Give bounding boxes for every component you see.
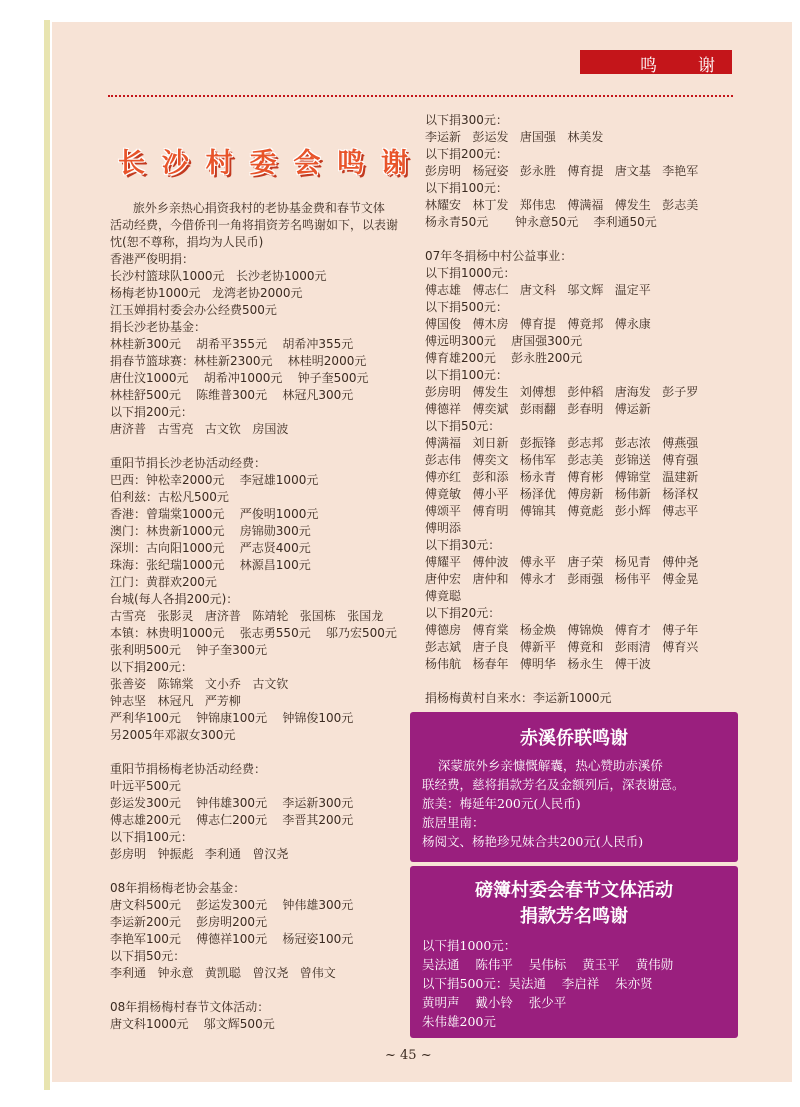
donation-line: 傅志雄 傅志仁 唐文科 邬文辉 温定平	[425, 283, 651, 297]
donation-line: 江门：黄群欢200元	[110, 575, 217, 589]
spacer	[425, 673, 698, 690]
donation-line: 张利明500元 钟子奎300元	[110, 643, 268, 657]
donation-line: 林桂舒500元 陈维普300元 林冠凡300元	[110, 388, 354, 402]
donation-line: 捐杨梅黄村自来水：李运新1000元	[425, 691, 612, 705]
donation-line: 以下捐100元：	[110, 830, 193, 844]
page-number: ~ 45 ~	[385, 1048, 432, 1063]
donation-line: 傅颂平 傅育明 傅锦其 傅竟彪 彭小辉 傅志平	[425, 504, 699, 518]
box-title: 磅簿村委会春节文体活动	[475, 880, 673, 901]
donation-line: 以下捐30元：	[425, 538, 501, 552]
donation-line: 伯利兹：古松凡500元	[110, 490, 229, 504]
donation-line: 钟志坚 林冠凡 严芳柳	[110, 694, 241, 708]
box-line: 深蒙旅外乡亲慷慨解囊，热心赞助赤溪侨	[422, 758, 663, 773]
donation-line: 台城(每人各捐200元)：	[110, 592, 239, 606]
donation-line: 08年捐杨梅老协会基金：	[110, 881, 246, 895]
header-dotted-rule	[108, 95, 733, 97]
donation-line: 傅德祥 傅奕斌 彭雨翻 彭春明 傅运新	[425, 402, 651, 416]
donation-line: 重阳节捐杨梅老协活动经费：	[110, 762, 267, 776]
donation-line: 以下捐200元：	[110, 660, 193, 674]
donation-line: 杨伟航 杨春年 傅明华 杨永生 傅干波	[425, 657, 651, 671]
donation-line: 唐文科500元 彭运发300元 钟伟雄300元	[110, 898, 354, 912]
box-line: 以下捐1000元：	[422, 938, 517, 953]
bangbu-village-box	[410, 866, 738, 1038]
donation-line: 李利通 钟永意 黄凯聪 曾汉尧 曾伟文	[110, 966, 336, 980]
chixi-qiaolian-box	[410, 712, 738, 862]
box-body	[422, 756, 728, 851]
title-char: 会	[293, 147, 321, 179]
section-tab-left: 鸣	[640, 56, 657, 76]
donation-line: 傅志雄200元 傅志仁200元 李晋其200元	[110, 813, 354, 827]
title-char: 鸣	[337, 147, 365, 179]
donation-line: 08年捐杨梅村春节文体活动：	[110, 1000, 270, 1014]
donation-line: 彭运发300元 钟伟雄300元 李运新300元	[110, 796, 354, 810]
donation-line: 林耀安 林丁发 郑伟忠 傅满福 傅发生 彭志美	[425, 198, 699, 212]
donation-line: 傅竟聪	[425, 589, 462, 603]
donation-line: 以下捐50元：	[110, 949, 186, 963]
box-line: 杨阅文、杨艳珍兄妹合共200元(人民币)	[422, 834, 644, 849]
box-line: 旅居里南：	[422, 815, 485, 830]
donation-line: 香港严俊明捐：	[110, 252, 195, 266]
donation-line: 香港：曾瑞棠1000元 严俊明1000元	[110, 507, 319, 521]
donation-line: 重阳节捐长沙老协活动经费：	[110, 456, 267, 470]
donation-line: 07年冬捐杨中村公益事业：	[425, 249, 573, 263]
box-line: 以下捐500元：吴法通 李启祥 朱亦贤	[422, 976, 653, 991]
donation-line: 以下捐20元：	[425, 606, 501, 620]
donation-line: 活动经费，今借侨刊一角将捐资芳名鸣谢如下，以表谢	[110, 218, 399, 232]
donation-line: 唐济普 古雪亮 古文钦 房国波	[110, 422, 289, 436]
donation-line: 张善姿 陈锦棠 文小乔 古文钦	[110, 677, 289, 691]
box-title: 赤溪侨联鸣谢	[520, 728, 628, 749]
donation-line: 以下捐200元：	[425, 147, 508, 161]
donation-line: 古雪亮 张影灵 唐济普 陈靖轮 张国栋 张国龙	[110, 609, 384, 623]
spacer	[110, 863, 398, 880]
donation-line: 傅亦红 彭和添 杨永青 傅育彬 傅锦堂 温建新	[425, 470, 699, 484]
spacer	[110, 982, 398, 999]
donation-line: 巴西：钟松幸2000元 李冠雄1000元	[110, 473, 319, 487]
section-tab-right: 谢	[698, 56, 715, 76]
donation-line: 傅耀平 傅仲波 傅永平 唐子荣 杨见青 傅仲尧	[425, 555, 699, 569]
donation-line: 李艳军100元 傅德祥100元 杨冠姿100元	[110, 932, 354, 946]
donation-line: 傅远明300元 唐国强300元	[425, 334, 583, 348]
section-tab	[580, 50, 732, 74]
donation-line: 严利华100元 钟锦康100元 钟锦俊100元	[110, 711, 354, 725]
right-column	[425, 112, 698, 707]
donation-line: 唐文科1000元 邬文辉500元	[110, 1017, 275, 1031]
donation-line: 彭志斌 唐子良 傅新平 傅竟和 彭雨清 傅育兴	[425, 640, 699, 654]
donation-line: 忱(恕不尊称，捐均为人民币)	[110, 235, 264, 249]
donation-line: 彭志伟 傅奕文 杨伟军 彭志美 彭锦送 傅育强	[425, 453, 699, 467]
donation-line: 捐长沙老协基金：	[110, 320, 207, 334]
donation-line: 傅竟敏 傅小平 杨泽优 傅房新 杨伟新 杨泽权	[425, 487, 699, 501]
donation-line: 本镇：林贵明1000元 张志勇550元 邬乃宏500元	[110, 626, 397, 640]
spacer	[425, 231, 698, 248]
page-edge-line	[44, 20, 50, 1090]
donation-line: 以下捐300元：	[425, 113, 508, 127]
box-line: 联经费，慈将捐款芳名及金额列后，深表谢意。	[422, 777, 685, 792]
donation-line: 以下捐50元：	[425, 419, 501, 433]
title-char: 长	[118, 147, 145, 179]
donation-line: 傅育雄200元 彭永胜200元	[425, 351, 583, 365]
donation-line: 彭房明 傅发生 刘傅想 彭仲稻 唐海发 彭子罗	[425, 385, 699, 399]
spacer	[110, 744, 398, 761]
donation-line: 唐仲宏 唐仲和 傅永才 彭雨强 杨伟平 傅金晃	[425, 572, 699, 586]
left-column	[110, 200, 398, 1033]
donation-line: 杨永青50元 钟永意50元 李利通50元	[425, 215, 657, 229]
donation-line: 澳门：林贵新1000元 房锦勋300元	[110, 524, 311, 538]
donation-line: 李运新200元 彭房明200元	[110, 915, 268, 929]
donation-line: 以下捐100元：	[425, 181, 508, 195]
donation-line: 捐春节篮球赛：林桂新2300元 林桂明2000元	[110, 354, 367, 368]
donation-line: 杨梅老协1000元 龙湾老协2000元	[110, 286, 303, 300]
donation-line: 旅外乡亲热心捐资我村的老协基金费和春节文体	[110, 201, 385, 215]
donation-line: 以下捐500元：	[425, 300, 508, 314]
donation-line: 傅国俊 傅木房 傅育提 傅竟邦 傅永康	[425, 317, 651, 331]
title-char: 村	[205, 147, 233, 179]
donation-line: 以下捐200元：	[110, 405, 193, 419]
article-title	[118, 140, 408, 180]
donation-line: 叶远平500元	[110, 779, 181, 793]
spacer	[110, 438, 398, 455]
donation-line: 深圳：古向阳1000元 严志贤400元	[110, 541, 311, 555]
box-line: 朱伟雄200元	[422, 1014, 496, 1029]
donation-line: 长沙村篮球队1000元 长沙老协1000元	[110, 269, 327, 283]
box-line: 黄明声 戴小铃 张少平	[422, 995, 567, 1010]
donation-line: 另2005年邓淑女300元	[110, 728, 236, 742]
donation-line: 李运新 彭运发 唐国强 林美发	[425, 130, 604, 144]
donation-line: 傅明添	[425, 521, 462, 535]
box-line: 旅美：梅延年200元(人民币)	[422, 796, 581, 811]
donation-line: 傅满福 刘日新 彭振锋 彭志邦 彭志浓 傅燕强	[425, 436, 699, 450]
donation-line: 唐仕汶1000元 胡希冲1000元 钟子奎500元	[110, 371, 369, 385]
box-line: 吴法通 陈伟平 吴伟标 黄玉平 黄伟勋	[422, 957, 674, 972]
donation-line: 珠海：张纪瑞1000元 林源昌100元	[110, 558, 311, 572]
box-body	[422, 936, 728, 1031]
donation-line: 江玉婵捐村委会办公经费500元	[110, 303, 277, 317]
title-char: 委	[249, 147, 277, 179]
title-char: 沙	[161, 147, 189, 179]
title-char: 谢	[380, 147, 408, 179]
donation-line: 以下捐1000元：	[425, 266, 516, 280]
donation-line: 傅德房 傅育棠 杨金焕 傅锦焕 傅育才 傅子年	[425, 623, 699, 637]
donation-line: 彭房明 钟振彪 李利通 曾汉尧	[110, 847, 289, 861]
box-subtitle: 捐款芳名鸣谢	[520, 906, 628, 927]
donation-line: 以下捐100元：	[425, 368, 508, 382]
donation-line: 彭房明 杨冠姿 彭永胜 傅育提 唐文基 李艳军	[425, 164, 699, 178]
donation-line: 林桂新300元 胡希平355元 胡希冲355元	[110, 337, 354, 351]
